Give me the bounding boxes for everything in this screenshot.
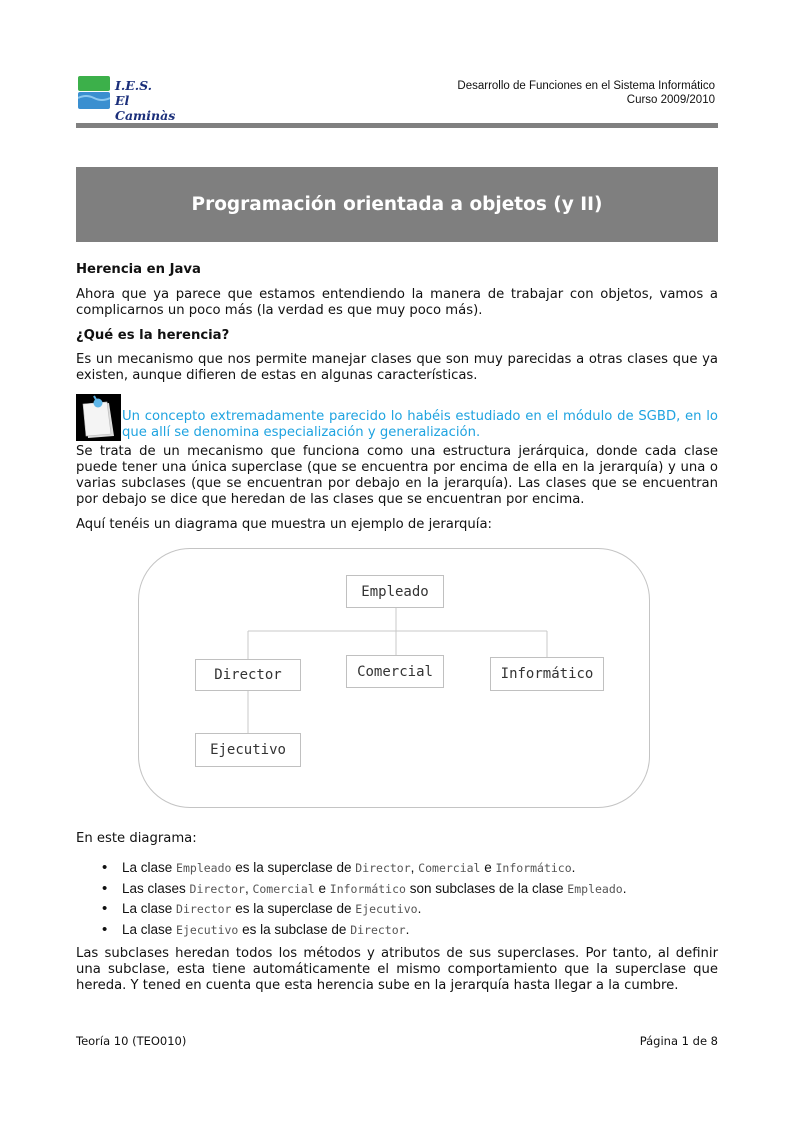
code-class-name: Director <box>189 881 245 896</box>
code-class-name: Director <box>350 922 406 937</box>
text: . <box>571 860 576 875</box>
text: es la superclase de <box>231 901 356 916</box>
class-box-comercial: Comercial <box>346 655 444 688</box>
code-class-name: Ejecutivo <box>176 922 239 937</box>
class-box-director: Director <box>195 659 301 691</box>
diagram-explanation-list <box>100 858 718 940</box>
class-box-informatico: Informático <box>490 657 604 691</box>
logo-line-2: El Caminàs <box>115 93 176 123</box>
hierarchy-diagram <box>138 548 650 808</box>
paragraph-intro: Ahora que ya parece que estamos entendiendo la manera de trabajar con objetos, vamos a complicarnos un poco más (la verdad es que muy poco más). <box>76 287 718 318</box>
code-class-name: Empleado <box>567 881 623 896</box>
paragraph-estructura: Se trata de un mecanismo que funciona como una estructura jerárquica, donde cada clase puede tener una única superclase (que se encuentra por encima de ella en la jerarquía) y una o varias subclases (que se encuentran por debajo en la jerarquía). Las clases que se encuentran por debajo se dice que heredan de las clases que se encuentran por encima. <box>76 444 718 507</box>
footer-doc-id: Teoría 10 (TEO010) <box>76 1034 187 1048</box>
code-class-name: Comercial <box>418 861 481 875</box>
list-item <box>100 899 718 920</box>
school-logo <box>78 76 188 123</box>
title-banner <box>76 167 718 242</box>
code-class-name: Comercial <box>252 881 315 896</box>
heading-herencia: Herencia en Java <box>76 262 201 277</box>
header-divider <box>76 123 718 128</box>
text: . <box>417 901 422 916</box>
text: La clase <box>122 860 177 875</box>
note-text: Un concepto extremadamente parecido lo habéis estudiado en el módulo de SGBD, en lo que allí se denomina especialización y generalización. <box>122 409 718 441</box>
text: , <box>410 860 419 875</box>
code-class-name: Informático <box>495 861 572 875</box>
logo-text <box>115 78 188 123</box>
code-class-name: Director <box>176 902 232 916</box>
text: es la subclase de <box>238 921 351 937</box>
code-class-name: Empleado <box>176 861 232 875</box>
footer-page-number: Página 1 de 8 <box>639 1034 718 1048</box>
notepad-pin-icon <box>76 394 121 441</box>
code-class-name: Director <box>355 861 411 875</box>
paragraph-en-este-diagrama: En este diagrama: <box>76 831 197 846</box>
list-item <box>100 879 718 900</box>
logo-line-1: I.E.S. <box>115 78 153 93</box>
text: La clase <box>122 921 177 937</box>
header-info <box>457 79 715 107</box>
text: es la superclase de <box>231 860 356 875</box>
text: e <box>314 880 330 896</box>
code-class-name: Informático <box>329 881 406 896</box>
class-box-empleado: Empleado <box>346 575 444 608</box>
paragraph-diagrama-intro: Aquí tenéis un diagrama que muestra un ejemplo de jerarquía: <box>76 517 492 532</box>
list-item <box>100 920 718 941</box>
code-class-name: Ejecutivo <box>355 902 418 916</box>
note-icon <box>76 394 121 441</box>
header-course: Curso 2009/2010 <box>626 94 715 106</box>
list-item <box>100 858 718 879</box>
paragraph-subclases: Las subclases heredan todos los métodos y atributos de sus superclases. Por tanto, al definir una subclase, esta tiene automáticamente el mismo comportamiento que la superclase que hereda. Y tened en cuenta que esta herencia sube en la jerarquía hasta llegar a la cumbre. <box>76 946 718 993</box>
text: La clase <box>122 901 177 916</box>
text: e <box>480 860 496 875</box>
class-box-ejecutivo: Ejecutivo <box>195 733 301 767</box>
text: Las clases <box>122 880 190 896</box>
logo-mark-icon <box>78 76 110 110</box>
text: . <box>405 921 410 937</box>
paragraph-mecanismo: Es un mecanismo que nos permite manejar clases que son muy parecidas a otras clases que ya existen, aunque difieren de estas en algunas características. <box>76 352 718 383</box>
text: . <box>622 880 627 896</box>
header-subject: Desarrollo de Funciones en el Sistema Informático <box>457 80 715 92</box>
page-title: Programación orientada a objetos (y II) <box>191 194 603 215</box>
text: , <box>244 880 253 896</box>
heading-que-es: ¿Qué es la herencia? <box>76 328 230 343</box>
text: son subclases de la clase <box>405 880 568 896</box>
